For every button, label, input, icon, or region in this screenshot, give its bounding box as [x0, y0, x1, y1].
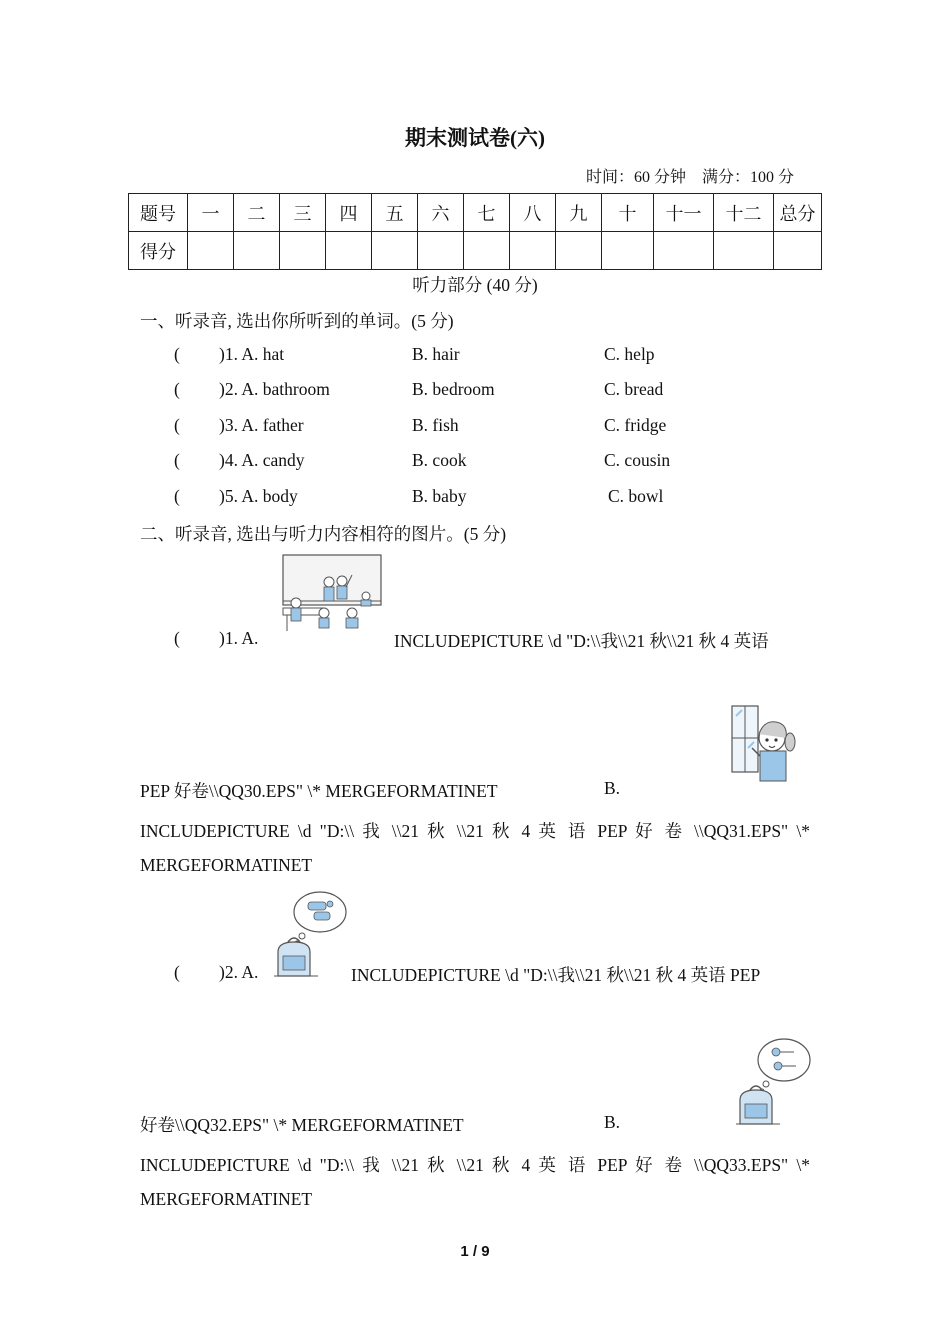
score-cell[interactable] [418, 232, 464, 270]
score-cell[interactable] [602, 232, 654, 270]
score-cell[interactable] [654, 232, 714, 270]
answer-paren[interactable]: ( [174, 344, 180, 364]
q1-label: )1. A. [219, 628, 259, 648]
schoolbag-keys-picture [734, 1036, 814, 1126]
schoolbag-thought-picture [270, 890, 352, 978]
option-a: )1. A. hat [219, 344, 285, 364]
cell-header: 题号 [129, 194, 188, 232]
exam-meta: 时间：60 分钟 满分：100 分 [586, 169, 795, 186]
option-a: )5. A. body [219, 486, 298, 506]
cell-header: 三 [280, 194, 326, 232]
option-c: C. help [604, 344, 655, 364]
cell-header: 六 [418, 194, 464, 232]
score-cell[interactable] [464, 232, 510, 270]
answer-paren[interactable]: ( [174, 486, 180, 506]
option-c: C. fridge [604, 415, 667, 435]
page-title: 期末测试卷(六) [405, 126, 545, 150]
answer-paren[interactable]: ( [174, 962, 180, 982]
q2-label: )2. A. [219, 962, 259, 982]
cell-header: 十一 [654, 194, 714, 232]
field-code: PEP 好卷\\QQ30.EPS" \* MERGEFORMATINET [140, 781, 498, 801]
cell-header: 一 [188, 194, 234, 232]
option-c: C. bowl [608, 486, 664, 506]
score-cell[interactable] [372, 232, 418, 270]
cell-header: 四 [326, 194, 372, 232]
score-table-header-row [129, 194, 822, 232]
cell-header: 九 [556, 194, 602, 232]
field-code: INCLUDEPICTURE \d "D:\\我\\21 秋\\21 秋 4 英语 PEP [351, 965, 761, 985]
field-code: MERGEFORMATINET [140, 855, 313, 875]
cell-header: 十 [602, 194, 654, 232]
cell-header: 八 [510, 194, 556, 232]
answer-paren[interactable]: ( [174, 628, 180, 648]
score-table [128, 193, 822, 270]
answer-paren[interactable]: ( [174, 450, 180, 470]
cell-score-label: 得分 [129, 232, 188, 270]
option-b: B. bedroom [412, 379, 495, 399]
option-b: B. cook [412, 450, 467, 470]
section1-heading: 一、听录音, 选出你所听到的单词。(5 分) [140, 311, 454, 331]
answer-paren[interactable]: ( [174, 379, 180, 399]
field-code: INCLUDEPICTURE \d "D:\\ 我 \\21 秋 \\21 秋 4 英 语 PEP 好 卷 \\QQ31.EPS" \* [140, 821, 810, 841]
score-cell[interactable] [774, 232, 822, 270]
answer-paren[interactable]: ( [174, 415, 180, 435]
score-cell[interactable] [326, 232, 372, 270]
field-code: INCLUDEPICTURE \d "D:\\我\\21 秋\\21 秋 4 英语 [394, 631, 769, 651]
cell-header: 总分 [774, 194, 822, 232]
cell-header: 五 [372, 194, 418, 232]
option-b-label: B. [604, 778, 621, 798]
option-b: B. fish [412, 415, 459, 435]
score-cell[interactable] [510, 232, 556, 270]
field-code: INCLUDEPICTURE \d "D:\\ 我 \\21 秋 \\21 秋 4 英 语 PEP 好 卷 \\QQ33.EPS" \* [140, 1155, 810, 1175]
score-cell[interactable] [188, 232, 234, 270]
field-code: MERGEFORMATINET [140, 1189, 313, 1209]
score-cell[interactable] [714, 232, 774, 270]
option-b: B. hair [412, 344, 460, 364]
score-cell[interactable] [280, 232, 326, 270]
cell-header: 七 [464, 194, 510, 232]
option-b-label: B. [604, 1112, 621, 1132]
listening-header: 听力部分 (40 分) [412, 275, 538, 295]
cell-header: 二 [234, 194, 280, 232]
section2-heading: 二、听录音, 选出与听力内容相符的图片。(5 分) [140, 524, 507, 544]
classroom-picture [280, 553, 388, 635]
option-a: )2. A. bathroom [219, 379, 330, 399]
cell-header: 十二 [714, 194, 774, 232]
score-cell[interactable] [556, 232, 602, 270]
option-a: )4. A. candy [219, 450, 305, 470]
option-c: C. bread [604, 379, 664, 399]
score-table-score-row [129, 232, 822, 270]
score-cell[interactable] [234, 232, 280, 270]
option-b: B. baby [412, 486, 467, 506]
girl-window-picture [730, 704, 798, 784]
page-number: 1 / 9 [460, 1243, 490, 1260]
option-c: C. cousin [604, 450, 671, 470]
option-a: )3. A. father [219, 415, 304, 435]
field-code: 好卷\\QQ32.EPS" \* MERGEFORMATINET [140, 1115, 464, 1135]
